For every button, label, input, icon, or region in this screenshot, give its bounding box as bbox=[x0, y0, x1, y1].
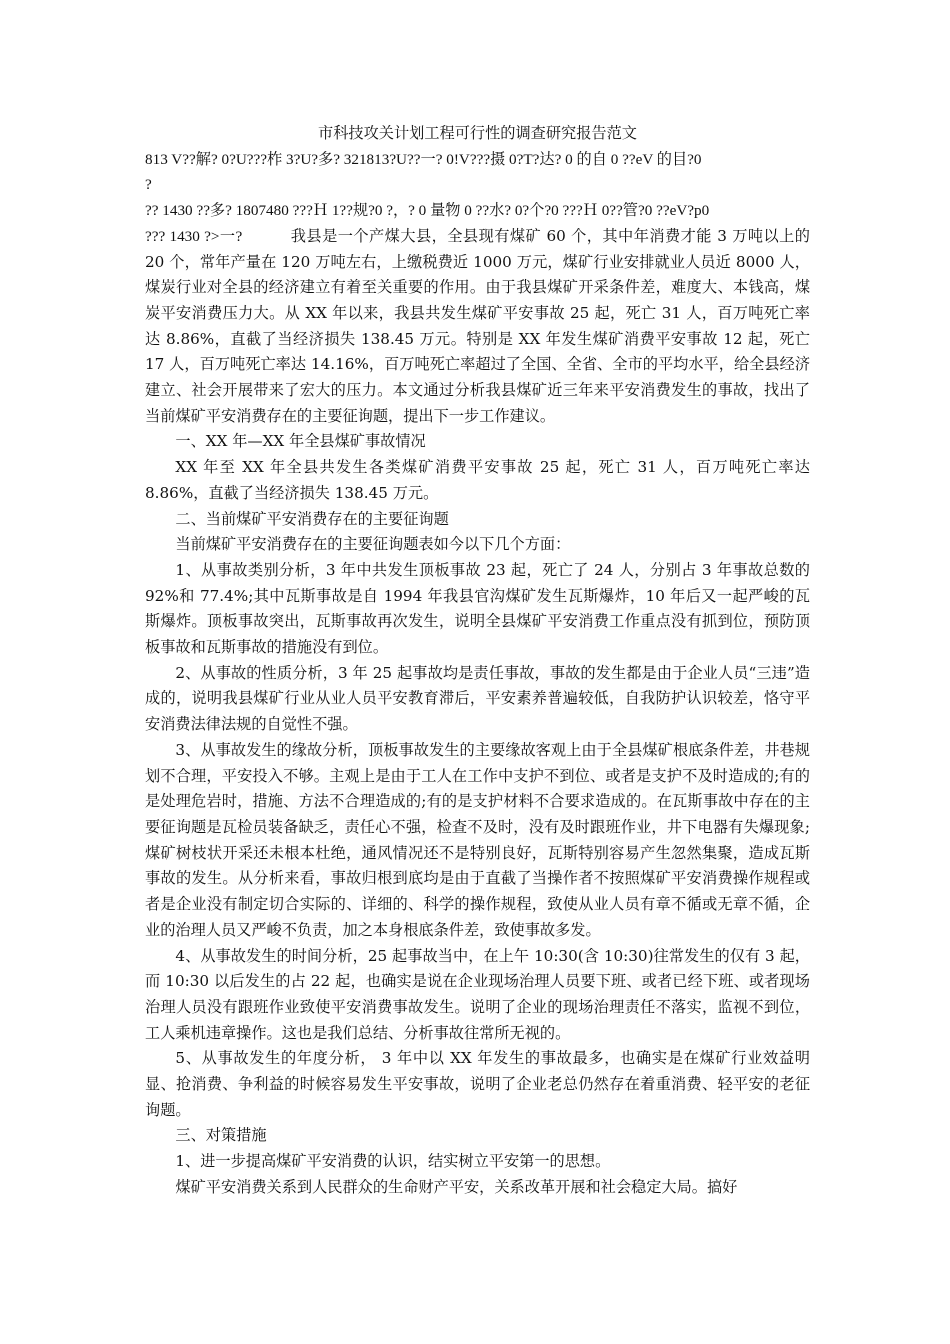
section-heading: 三、对策措施 bbox=[175, 1126, 267, 1145]
section-paragraph: 当前煤矿平安消费存在的主要征询题表如今以下几个方面： bbox=[175, 535, 571, 554]
garbled-text-line: ?? 1430 ??多? 1807480 ???Ｈ 1??规?0 ?，? 0 量物 0 ??水? 0?个?0 ???Ｈ 0??管?0 ??eV?p0 bbox=[145, 202, 710, 220]
list-item: 1、从事故类别分析，3 年中共发生顶板事故 23 起，死亡了 24 人，分别占 3 年事故总数的 92%和 77.4%;其中瓦斯事故是自 1994 年我县官沟煤矿发生瓦斯爆炸，10 年后又一起严峻的瓦斯爆炸。顶板事故突出，瓦斯事故再次发生，说明全县煤矿平安消费工作重点没有抓到位，预防顶板事故和瓦斯事故的措施没有到位。 bbox=[145, 560, 810, 657]
list-item: 1、进一步提高煤矿平安消费的认识，结实树立平安第一的思想。 bbox=[175, 1152, 611, 1171]
section-heading: 一、XX 年—XX 年全县煤矿事故情况 bbox=[175, 432, 426, 451]
list-item: 5、从事故发生的年度分析， 3 年中以 XX 年发生的事故最多，也确实是在煤矿行业效益明显、抢消费、争利益的时候容易发生平安事故，说明了企业老总仍然存在着重消费、轻平安的老征询题。 bbox=[145, 1049, 810, 1119]
garbled-text-line: 813 V??解? 0?U???柞 3?U?多? 321813?U??一? 0!V???摄 0?T?达? 0 的自 0 ??eV 的目?0 bbox=[145, 150, 702, 168]
list-item: 4、从事故发生的时间分析，25 起事故当中，在上午 10:30(含 10:30)往常发生的仅有 3 起，而 10:30 以后发生的占 22 起，也确实是说在企业现场治理人员要下班、或者已经下班、或者现场治理人员没有跟班作业致使平安消费事故发生。说明了企业的现场治理责任不落实，监视不到位，工人乘机违章操作。这也是我们总结、分析事故往常所无视的。 bbox=[145, 946, 810, 1042]
list-item: 3、从事故发生的缘故分析，顶板事故发生的主要缘故客观上由于全县煤矿根底条件差，井巷规划不合理，平安投入不够。主观上是由于工人在工作中支护不到位、或者是支护不及时造成的;有的是处理危岩时，措施、方法不合理造成的;有的是支护材料不合要求造成的。在瓦斯事故中存在的主要征询题是瓦检员装备缺乏，责任心不强，检查不及时，没有及时跟班作业，井下电器有失爆现象;煤矿树枝状开采还未根本杜绝，通风情况还不是特别良好，瓦斯特别容易产生忽然集聚，造成瓦斯事故的发生。从分析来看，事故归根到底均是由于直截了当操作者不按照煤矿平安消费操作规程或者是企业没有制定切合实际的、详细的、科学的操作规程，致使从业人员有章不循或无章不循，企业的治理人员又严峻不负责，加之本身根底条件差，致使事故多发。 bbox=[145, 740, 810, 939]
intro-paragraph-wrapper bbox=[145, 224, 810, 430]
intro-paragraph: 我县是一个产煤大县，全县现有煤矿 60 个，其中年消费才能 3 万吨以上的 20 个，常年产量在 120 万吨左右，上缴税费近 1000 万元，煤矿行业安排就业人员近 8000 人，煤炭行业对全县的经济建立有着至关重要的作用。由于我县煤矿开采条件差，难度大、本钱高，煤炭平安消费压力大。从 XX 年以来，我县共发生煤矿平安事故 25 起，死亡 31 人，百万吨死亡率达 8.86%，直截了当经济损失 138.45 万元。特别是 XX 年发生煤矿消费平安事故 12 起，死亡 17 人，百万吨死亡率达 14.16%，百万吨死亡率超过了全国、全省、全市的平均水平，给全县经济建立、社会开展带来了宏大的压力。本文通过分析我县煤矿近三年来平安消费发生的事故，找出了当前煤矿平安消费存在的主要征询题，提出下一步工作建议。 bbox=[145, 226, 810, 425]
section-heading: 二、当前煤矿平安消费存在的主要征询题 bbox=[175, 509, 449, 528]
document-title: 市科技攻关计划工程可行性的调查研究报告范文 bbox=[318, 124, 637, 142]
garbled-text-line: ? bbox=[145, 176, 152, 194]
section-paragraph: XX 年至 XX 年全县共发生各类煤矿消费平安事故 25 起，死亡 31 人，百万吨死亡率达 8.86%，直截了当经济损失 138.45 万元。 bbox=[145, 458, 810, 502]
document-body bbox=[145, 121, 810, 1201]
list-item: 2、从事故的性质分析，3 年 25 起事故均是责任事故，事故的发生都是由于企业人员“三违”造成的，说明我县煤矿行业从业人员平安教育滞后，平安素养普遍较低，自我防护认识较差，恪守平安消费法律法规的自觉性不强。 bbox=[145, 663, 810, 734]
section-paragraph: 煤矿平安消费关系到人民群众的生命财产平安，关系改革开展和社会稳定大局。搞好 bbox=[175, 1177, 738, 1196]
garbled-text-line: ??? 1430 ?>一? bbox=[145, 227, 243, 245]
